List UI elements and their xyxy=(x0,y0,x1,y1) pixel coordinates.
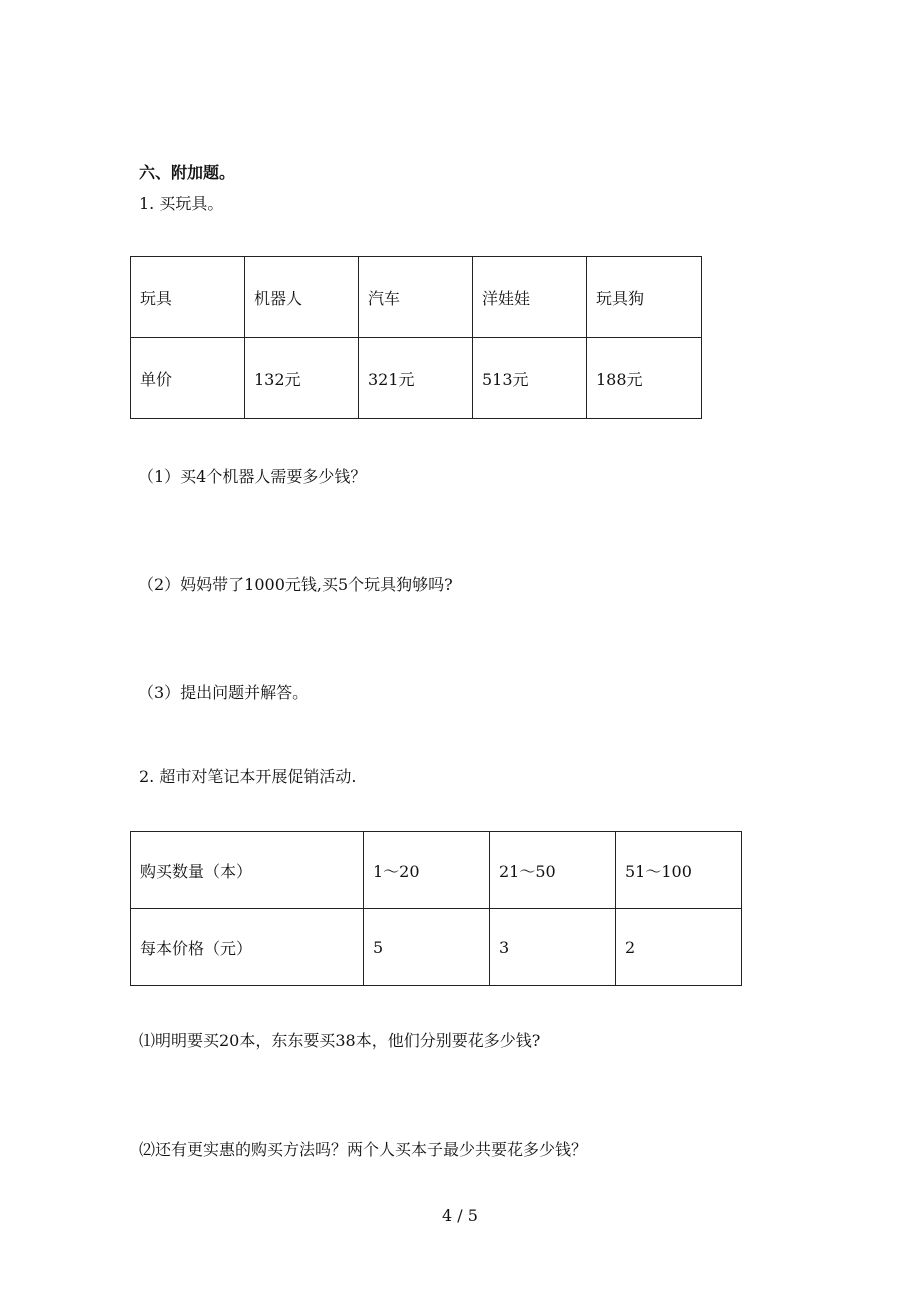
table-cell: 洋娃娃 xyxy=(473,257,587,338)
table-cell: 188元 xyxy=(587,338,702,419)
question-2-sub-2: ⑵还有更实惠的购买方法吗？两个人买本子最少共要花多少钱？ xyxy=(139,1140,588,1159)
table-row xyxy=(131,832,742,909)
question-1-title: 1. 买玩具。 xyxy=(139,194,224,213)
table-cell: 汽车 xyxy=(359,257,473,338)
question-1-sub-3: （3）提出问题并解答。 xyxy=(138,683,309,702)
table-cell: 3 xyxy=(490,909,616,986)
table-cell: 玩具 xyxy=(131,257,245,338)
question-1-sub-1: （1）买4个机器人需要多少钱？ xyxy=(138,467,367,486)
table-row xyxy=(131,257,702,338)
table-cell: 每本价格（元） xyxy=(131,909,364,986)
question-2-title: 2. 超市对笔记本开展促销活动. xyxy=(139,767,357,786)
page-number: 4 / 5 xyxy=(442,1206,478,1225)
table-cell: 321元 xyxy=(359,338,473,419)
question-2-sub-1: ⑴明明要买20本，东东要买38本，他们分别要花多少钱? xyxy=(139,1031,541,1050)
table-cell: 51～100 xyxy=(616,832,742,909)
table-cell: 玩具狗 xyxy=(587,257,702,338)
table-row xyxy=(131,338,702,419)
table-cell: 2 xyxy=(616,909,742,986)
table-cell: 机器人 xyxy=(245,257,359,338)
table-cell: 购买数量（本） xyxy=(131,832,364,909)
notebook-promotion-table xyxy=(130,831,742,986)
table-cell: 21～50 xyxy=(490,832,616,909)
table-cell: 5 xyxy=(364,909,490,986)
table-cell: 132元 xyxy=(245,338,359,419)
question-1-sub-2: （2）妈妈带了1000元钱,买5个玩具狗够吗? xyxy=(138,575,453,594)
toy-price-table xyxy=(130,256,702,419)
section-title: 六、附加题。 xyxy=(139,163,236,182)
table-cell: 1～20 xyxy=(364,832,490,909)
table-row xyxy=(131,909,742,986)
table-cell: 单价 xyxy=(131,338,245,419)
table-cell: 513元 xyxy=(473,338,587,419)
